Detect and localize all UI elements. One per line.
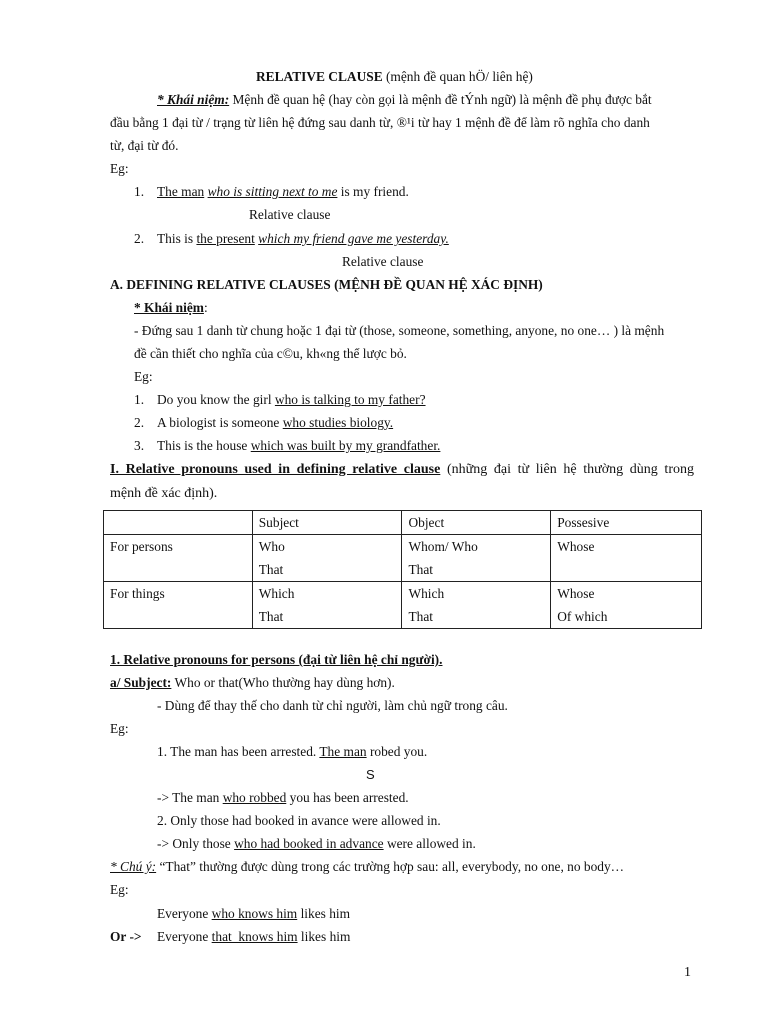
intro-example-2-num: 2.: [134, 231, 145, 246]
intro-example-1-rest: is my friend.: [337, 184, 409, 199]
cell-text: Whom/ Who: [408, 539, 478, 554]
example-underlined: who had booked in advance: [234, 836, 384, 851]
table-row: [104, 582, 702, 629]
cell-text: [557, 558, 695, 581]
title-sub: (mệnh đề quan hÖ/ liên hệ): [382, 69, 533, 84]
note-text: “That” thường được dùng trong các trường hợp sau: all, everybody, no one, no body…: [156, 859, 625, 874]
cell-text: For persons: [110, 539, 173, 554]
section-i-heading-rest: (những đại từ liên hệ thường dùng trong: [440, 462, 694, 477]
table-header-row: [104, 511, 702, 535]
cell-text: That: [258, 562, 284, 577]
example-clause: which was built by my grandfather.: [250, 438, 441, 453]
concept-text-1: Mệnh đề quan hệ (hay còn gọi là mệnh đề tÝnh ngữ) là mệnh đề phụ được bắt: [229, 92, 652, 107]
example-text: -> Only those: [157, 836, 235, 851]
concept-line-2: đầu bằng 1 đại từ / trạng từ liên hệ đứng sau danh từ, ®¹i từ hay 1 mệnh đề để làm rõ nghĩa cho danh: [110, 115, 650, 130]
cell-text: That: [408, 609, 434, 624]
example-text: you has been arrested.: [286, 790, 409, 805]
cell-text: Whose: [557, 539, 595, 554]
example-text: This is the house: [157, 438, 251, 453]
cell-text: Who: [258, 539, 285, 554]
or-label: Or ->: [110, 929, 142, 944]
section-i-line-2: mệnh đề xác định).: [110, 486, 218, 501]
table-cell-possessive: [551, 535, 702, 582]
title-main: RELATIVE CLAUSE: [256, 69, 383, 84]
section-a-example-1: [157, 392, 426, 408]
cell-text: That: [408, 562, 434, 577]
section-1-heading: 1. Relative pronouns for persons (đại từ liên hệ chỉ người).: [110, 652, 443, 667]
table-cell-object: [402, 582, 551, 629]
example-clause: who studies biology.: [282, 415, 394, 430]
example-text: robed you.: [366, 744, 428, 759]
section-1-eg-label: Eg:: [110, 721, 129, 736]
table-cell-object: [402, 535, 551, 582]
intro-example-2: [157, 231, 449, 247]
relative-pronouns-table: [103, 510, 702, 629]
intro-example-1-noun: The man: [157, 184, 205, 199]
section-a-example-2: [157, 415, 393, 431]
section-a-colon: :: [203, 300, 208, 315]
section-a-example-1-num: 1.: [134, 392, 145, 407]
intro-example-1-caption: Relative clause: [249, 207, 331, 222]
table-cell-subject: [252, 535, 402, 582]
concept-label: * Khái niệm:: [157, 92, 230, 107]
section-a-concept: [134, 300, 208, 316]
table-row-label: [104, 582, 253, 629]
intro-example-2-pre: This is: [157, 231, 197, 246]
section-i-heading: I. Relative pronouns used in defining relative clause: [110, 462, 441, 477]
document-title: [256, 69, 533, 85]
section-1-usage: - Dùng để thay thế cho danh từ chỉ người, làm chủ ngữ trong câu.: [157, 698, 508, 713]
table-header-cell: Possesive: [551, 511, 702, 535]
section-i-heading-line: [110, 462, 694, 478]
concept-line-1: [157, 92, 652, 108]
section-a-eg-label: Eg:: [134, 369, 153, 384]
table-row: [104, 535, 702, 582]
example-underlined: who knows him: [211, 906, 298, 921]
section-a-example-2-num: 2.: [134, 415, 145, 430]
intro-example-1-num: 1.: [134, 184, 145, 199]
section-1-example-1-result: [157, 790, 409, 806]
example-text: A biologist is someone: [157, 415, 283, 430]
example-text: Everyone: [157, 929, 212, 944]
example-text: Everyone: [157, 906, 212, 921]
table-cell-subject: [252, 582, 402, 629]
section-a-heading: A. DEFINING RELATIVE CLAUSES (MỆNH ĐỀ QUAN HỆ XÁC ĐỊNH): [110, 277, 543, 292]
cell-text: That: [258, 609, 284, 624]
intro-example-2-noun: the present: [196, 231, 255, 246]
section-a-example-3: [157, 438, 440, 454]
example-text: Do you know the girl: [157, 392, 275, 407]
concept-line-3: từ, đại từ đó.: [110, 138, 179, 153]
intro-example-2-caption: Relative clause: [342, 254, 424, 269]
section-1-example-1: [157, 744, 427, 760]
section-1-example-4: [157, 929, 350, 945]
example-text: likes him: [297, 906, 351, 921]
section-1-example-2: 2. Only those had booked in avance were allowed in.: [157, 813, 441, 828]
example-text: 1. The man has been arrested.: [157, 744, 320, 759]
subject-marker: S: [366, 767, 375, 782]
section-1-subject-rest: Who or that(Who thường hay dùng hơn).: [171, 675, 395, 690]
example-underlined: that knows him: [211, 929, 298, 944]
example-underlined: who robbed: [222, 790, 287, 805]
page-number: 1: [684, 965, 691, 980]
example-text: -> The man: [157, 790, 223, 805]
cell-text: Of which: [557, 609, 608, 624]
table-row-label: [104, 535, 253, 582]
example-underlined: The man: [319, 744, 367, 759]
table-cell-possessive: [551, 582, 702, 629]
section-1-example-3: [157, 906, 350, 922]
section-a-desc-1: - Đứng sau 1 danh từ chung hoặc 1 đại từ (those, someone, something, anyone, no one… ) là mệnh: [134, 323, 665, 338]
cell-text: For things: [110, 586, 165, 601]
section-1-subject-line: [110, 675, 395, 691]
example-clause: who is talking to my father?: [274, 392, 426, 407]
intro-example-2-clause: which my friend gave me yesterday.: [258, 231, 449, 246]
example-text: were allowed in.: [383, 836, 476, 851]
cell-text: Which: [258, 586, 295, 601]
section-a-concept-label: * Khái niệm: [134, 300, 204, 315]
section-a-desc-2: đề cần thiết cho nghĩa của c©u, kh«ng thể lược bỏ.: [134, 346, 407, 361]
table-header-cell: [104, 511, 253, 535]
section-1-subject-label: a/ Subject:: [110, 675, 172, 690]
note-label: * Chú ý:: [110, 859, 157, 874]
table-header-cell: Subject: [252, 511, 402, 535]
section-a-example-3-num: 3.: [134, 438, 145, 453]
section-1-eg-label-2: Eg:: [110, 882, 129, 897]
cell-text: Whose: [557, 586, 595, 601]
eg-label: Eg:: [110, 161, 129, 176]
table-header-cell: Object: [402, 511, 551, 535]
section-1-note: [110, 859, 624, 875]
cell-text: Which: [408, 586, 445, 601]
example-text: likes him: [297, 929, 351, 944]
intro-example-1: [157, 184, 409, 200]
section-1-example-2-result: [157, 836, 476, 852]
intro-example-1-clause: who is sitting next to me: [207, 184, 338, 199]
